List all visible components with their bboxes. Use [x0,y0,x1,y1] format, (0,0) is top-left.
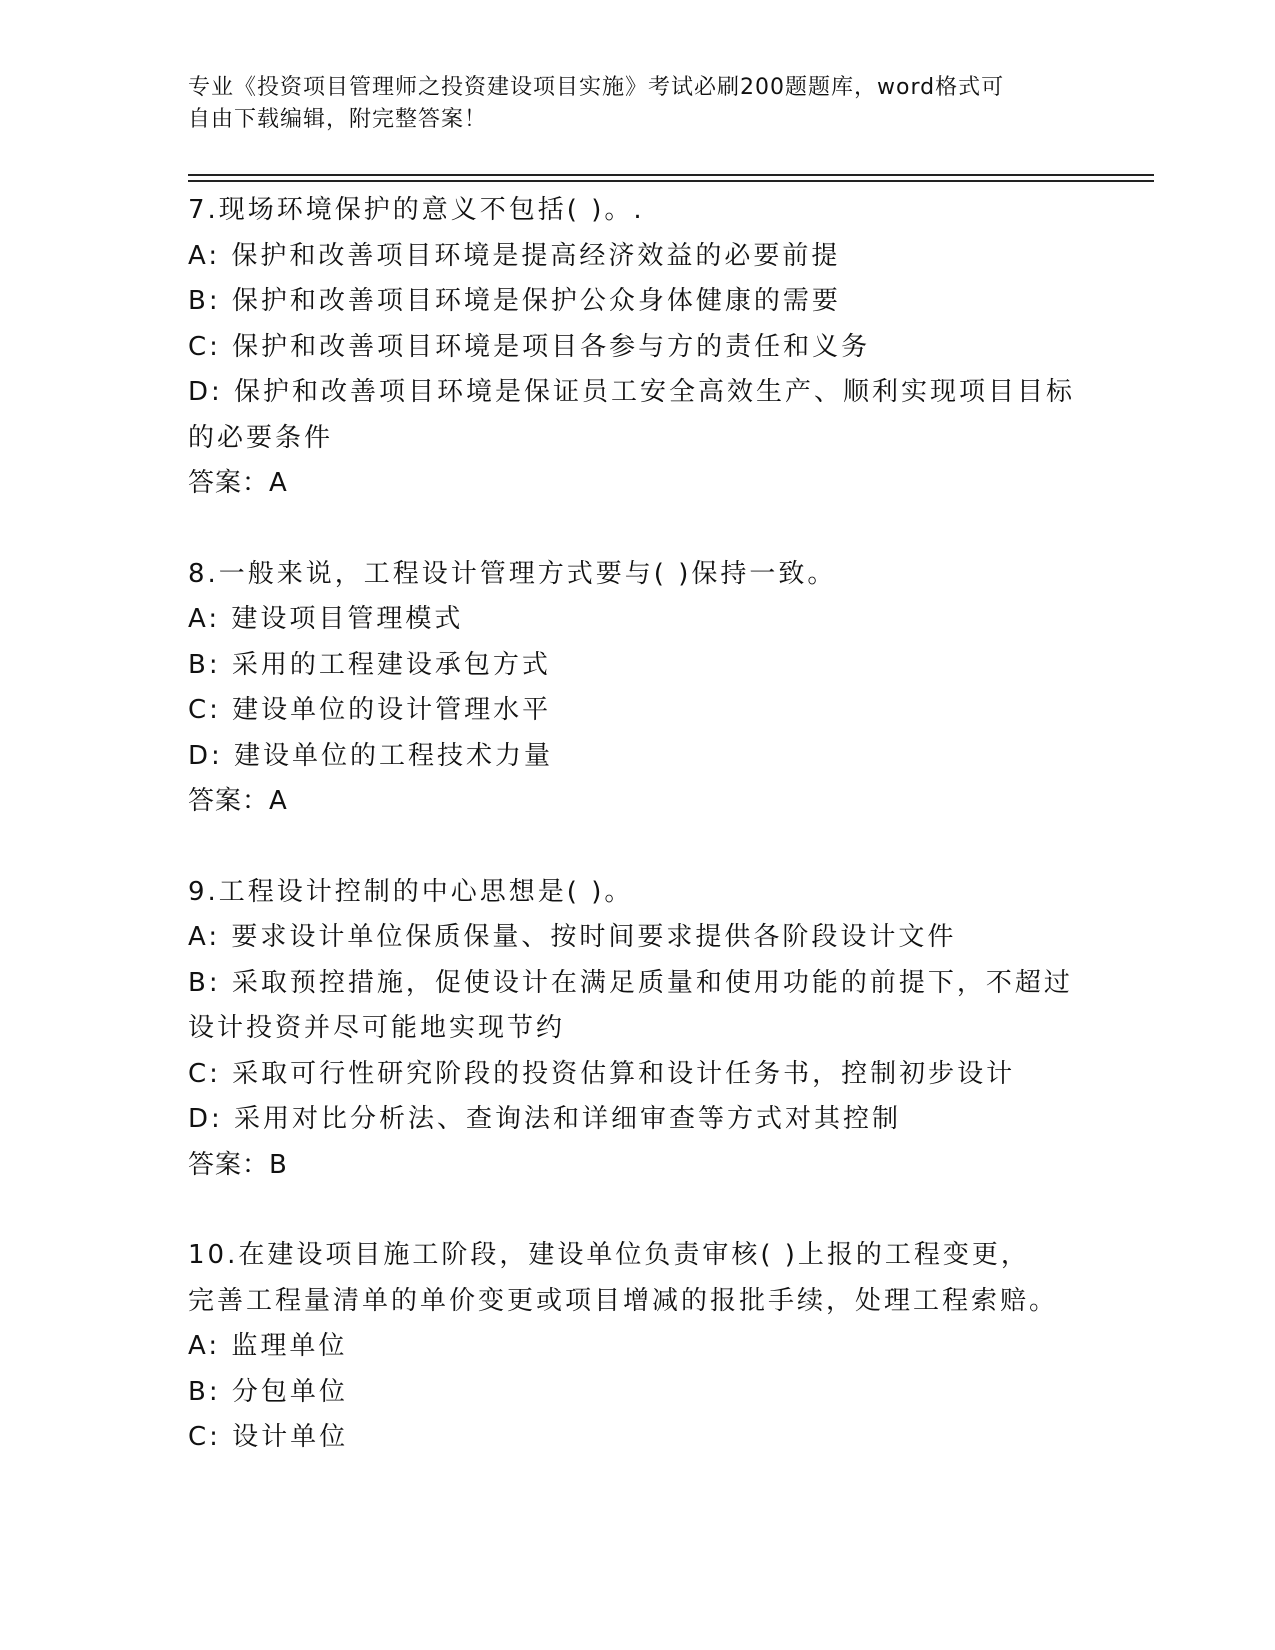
question-stem: 7.现场环境保护的意义不包括( )。. [188,195,645,225]
option-b: B: 采用的工程建设承包方式 [188,649,551,680]
question-7 [188,188,1088,507]
header-line-1: 专业《投资项目管理师之投资建设项目实施》考试必刷200题题库，word格式可 [188,75,1005,100]
option-b: B: 保护和改善项目环境是保护公众身体健康的需要 [188,286,841,316]
question-8 [188,552,1088,825]
option-c: C: 建设单位的设计管理水平 [188,695,552,725]
option-c: C: 采取可行性研究阶段的投资估算和设计任务书，控制初步设计 [188,1058,1016,1089]
option-a: A: 要求设计单位保质保量、按时间要求提供各阶段设计文件 [188,922,957,952]
answer-label: 答案：A [188,786,288,816]
option-c: C: 设计单位 [188,1422,349,1452]
option-d-continued: 的必要条件 [188,422,334,453]
option-a: A: 监理单位 [188,1331,348,1361]
option-d: D: 保护和改善项目环境是保证员工安全高效生产、顺利实现项目目标 [188,377,1076,407]
question-stem-continued: 完善工程量清单的单价变更或项目增减的报批手续，处理工程索赔。 [188,1285,1059,1316]
option-c: C: 保护和改善项目环境是项目各参与方的责任和义务 [188,331,871,362]
option-a: A: 保护和改善项目环境是提高经济效益的必要前提 [188,240,841,271]
question-stem: 8.一般来说，工程设计管理方式要与( )保持一致。 [188,558,837,589]
answer-label: 答案：A [188,468,288,498]
question-9 [188,870,1088,1189]
question-list [188,188,1088,1461]
option-d: D: 采用对比分析法、查询法和详细审查等方式对其控制 [188,1104,902,1134]
option-b: B: 采取预控措施，促使设计在满足质量和使用功能的前提下，不超过 [188,967,1073,998]
question-stem: 9.工程设计控制的中心思想是( )。 [188,876,634,907]
header-divider-top [188,174,1154,176]
option-b: B: 分包单位 [188,1376,348,1407]
question-spacer [188,1188,1088,1233]
header-divider-bottom [188,180,1154,182]
question-10 [188,1233,1088,1461]
document-header [188,72,1068,136]
option-d: D: 建设单位的工程技术力量 [188,740,554,771]
header-line-2: 自由下载编辑，附完整答案！ [188,107,488,132]
option-b-continued: 设计投资并尽可能地实现节约 [188,1013,566,1043]
question-spacer [188,507,1088,552]
answer-label: 答案：B [188,1149,288,1180]
question-stem: 10.在建设项目施工阶段，建设单位负责审核( )上报的工程变更， [188,1240,1030,1270]
option-a: A: 建设项目管理模式 [188,604,464,634]
question-spacer [188,825,1088,870]
